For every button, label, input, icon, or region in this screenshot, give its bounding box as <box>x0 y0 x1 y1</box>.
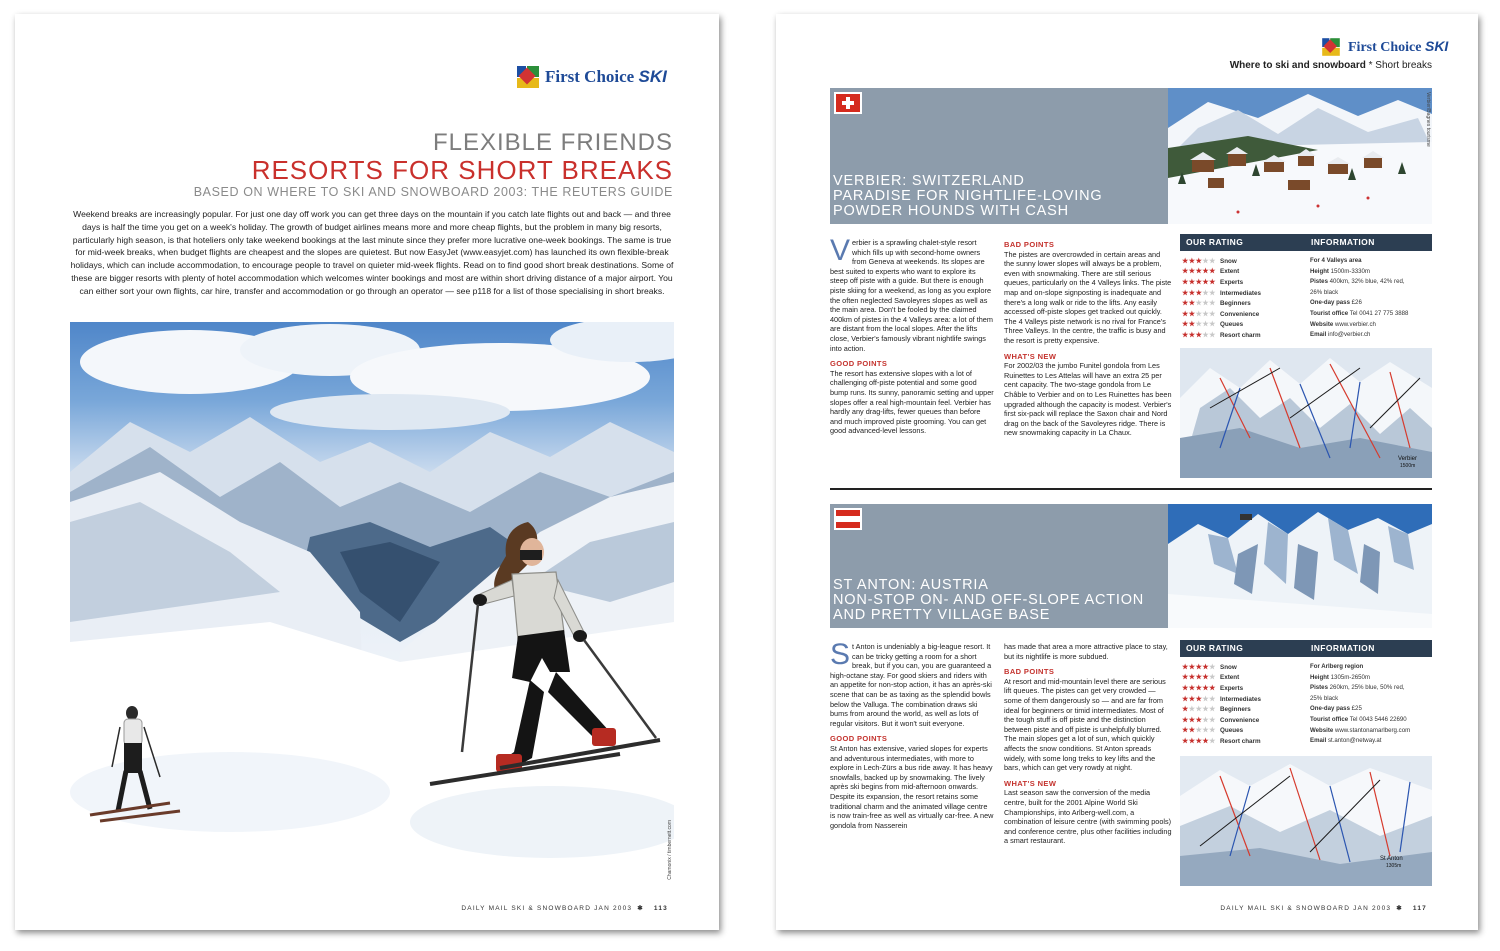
rating-label: Snow <box>1220 257 1237 265</box>
info-row <box>1310 683 1432 694</box>
star-icon: ★ <box>1209 300 1216 308</box>
rating-label: Beginners <box>1220 300 1251 308</box>
star-icon: ★ <box>1202 716 1209 724</box>
first-choice-ski-logo <box>517 66 667 88</box>
section-kicker <box>1230 60 1432 71</box>
info-value: Tel 0041 27 775 3888 <box>1349 309 1409 317</box>
info-row <box>1310 256 1432 267</box>
star-icon: ★ <box>1202 684 1209 692</box>
star-icon: ★ <box>1188 321 1196 329</box>
star-icon: ★ <box>1195 300 1202 308</box>
star-icon: ★ <box>1195 663 1202 671</box>
info-label: Pistes <box>1310 684 1328 692</box>
star-icon: ★ <box>1195 684 1202 692</box>
star-icon: ★ <box>1195 695 1202 703</box>
right-folio <box>1220 904 1432 912</box>
star-icon: ★ <box>1209 268 1216 276</box>
star-icon: ★ <box>1188 300 1196 308</box>
st-anton-ratings <box>1182 662 1306 747</box>
star-icon: ★ <box>1195 716 1202 724</box>
info-row <box>1310 673 1432 684</box>
rating-row <box>1182 726 1306 737</box>
resort-st-anton <box>830 504 1432 904</box>
star-icon: ★ <box>1182 268 1189 276</box>
star-icon: ★ <box>1188 278 1196 286</box>
star-icon: ★ <box>1188 684 1196 692</box>
star-icon: ★ <box>1202 278 1209 286</box>
info-row <box>1310 330 1432 341</box>
star-rating <box>1182 290 1220 297</box>
info-value: £26 <box>1351 299 1362 307</box>
rating-label: Intermediates <box>1220 695 1261 703</box>
rating-row <box>1182 662 1306 673</box>
star-icon: ★ <box>1182 321 1189 329</box>
info-label: Tourist office <box>1310 715 1349 723</box>
rating-label: Queues <box>1220 321 1244 329</box>
rating-label: Extent <box>1220 268 1240 276</box>
st-anton-new-title: WHAT'S NEW <box>1004 778 1057 788</box>
rating-label: Experts <box>1220 684 1244 692</box>
info-row <box>1310 267 1432 278</box>
info-value: www.stantonamarlberg.com <box>1334 726 1411 734</box>
info-label: Website <box>1310 726 1334 734</box>
star-icon: ★ <box>1209 727 1216 735</box>
st-anton-piste-map <box>1180 756 1432 886</box>
kicker-bold: Where to ski and snowboard <box>1229 60 1366 71</box>
star-rating <box>1182 685 1220 692</box>
star-icon: ★ <box>1188 716 1196 724</box>
verbier-sidebar-header <box>1180 234 1432 251</box>
verbier-col-2 <box>1004 238 1172 444</box>
rating-row <box>1182 673 1306 684</box>
info-label: Height <box>1310 673 1329 681</box>
logo-brand: First Choice <box>545 67 635 86</box>
rating-row <box>1182 298 1306 309</box>
verbier-new-title: WHAT'S NEW <box>1004 351 1057 361</box>
verbier-dropcap: V <box>830 234 851 267</box>
info-value: 26% black <box>1310 288 1339 296</box>
info-label: Tourist office <box>1310 309 1349 317</box>
st-anton-bad: At resort and mid-mountain level there are serious lift queues. The pistes can get very crowded — some of them dangerously so — and are far from ideal for beginners or timid intermediates. Most of the tough stuff is off piste and the distinction between piste and off piste is unhelpfully blurred. The main slopes get a lot of sun, which quickly affects the snow conditions. St Anton spreads widely, with some long treks to key lifts and the bars, which can get very rowdy at night. <box>1004 676 1166 773</box>
rating-row <box>1182 267 1306 278</box>
info-value: st.anton@netway.at <box>1327 737 1382 745</box>
star-icon: ★ <box>1182 310 1189 318</box>
logo-mark-icon <box>1322 38 1340 56</box>
star-icon: ★ <box>1209 674 1216 682</box>
star-icon: ★ <box>1202 674 1209 682</box>
rating-row <box>1182 694 1306 705</box>
info-value: 25% black <box>1310 694 1339 702</box>
info-value: 1305m-2650m <box>1330 673 1370 681</box>
info-value: £25 <box>1351 705 1362 713</box>
st-anton-new: Last season saw the conversion of the media centre, built for the 2001 Alpine World Ski Championships, into Arlberg-well.com, a combination of leisure centre (with swimming pools) and conference centre, plus other facilities including a smart restaurant. <box>1004 788 1172 846</box>
st-anton-map-label-town: St Anton <box>1380 856 1403 862</box>
info-label: Height <box>1310 267 1329 275</box>
st-anton-peaks-photo <box>1168 504 1432 628</box>
headline-source: BASED ON WHERE TO SKI AND SNOWBOARD 2003: THE REUTERS GUIDE <box>193 185 673 199</box>
star-icon: ★ <box>1182 663 1189 671</box>
verbier-new: For 2002/03 the jumbo Funitel gondola from Les Ruinettes to Les Attelas will have an extra 25 per cent capacity. The two-stage gondola from Le Châble to Verbier and on to Les Ruinettes has been upgraded although the capacity is modest. Verbier's first six-pack will replace the Saxon chair and Nord drag on the back of the Savoleyres ridge. There is new snowmaking capacity in La Chaux. <box>1004 361 1172 438</box>
info-value: www.verbier.ch <box>1334 320 1376 328</box>
star-icon: ★ <box>1202 310 1209 318</box>
star-icon: ★ <box>1202 695 1209 703</box>
rating-row <box>1182 330 1306 341</box>
rating-row <box>1182 715 1306 726</box>
info-row <box>1310 704 1432 715</box>
star-icon: ★ <box>1182 695 1189 703</box>
first-choice-ski-logo <box>1320 36 1448 58</box>
info-label: Email <box>1310 737 1327 745</box>
rating-label: Extent <box>1220 674 1240 682</box>
rating-row <box>1182 288 1306 299</box>
rating-label: Experts <box>1220 278 1244 286</box>
verbier-ratings <box>1182 256 1306 341</box>
verbier-info <box>1310 256 1432 341</box>
rating-label: Resort charm <box>1220 737 1261 745</box>
st-anton-title-line-2: NON-STOP ON- AND OFF-SLOPE ACTION <box>833 592 1145 608</box>
star-icon: ★ <box>1182 737 1189 745</box>
star-icon: ★ <box>1202 257 1209 265</box>
star-icon: ★ <box>1188 737 1196 745</box>
verbier-title-line-3: POWDER HOUNDS WITH CASH <box>833 203 1069 219</box>
star-icon: ★ <box>1209 310 1216 318</box>
left-page-number: 113 <box>653 905 668 912</box>
headline-block <box>194 130 673 200</box>
info-value: Tel 0043 5446 22690 <box>1349 715 1407 723</box>
verbier-title <box>833 174 1163 219</box>
logo-ski: SKI <box>638 67 667 86</box>
info-label: For 4 Valleys area <box>1310 257 1362 264</box>
rating-label: Intermediates <box>1220 289 1261 297</box>
hero-photo-credit: Chamonix / timbernett.com <box>667 820 673 880</box>
st-anton-good: St Anton has extensive, varied slopes for experts and adventurous intermediates, with more to explore in Lech-Zürs a bus ride away. It has heavy snowfalls, backed up by snowmaking. The lively après ski begins from mid-afternoon onwards. Despite its expansion, the resort retains some traditional charm and the animated village centre is now train-free as well as virtually car-free. A new gondola from Nasserein <box>830 743 994 830</box>
star-icon: ★ <box>1209 278 1216 286</box>
verbier-map-label-town: Verbier <box>1398 456 1418 462</box>
star-rating <box>1182 674 1220 681</box>
rating-row <box>1182 683 1306 694</box>
star-icon: ★ <box>1202 706 1209 714</box>
st-anton-map-label-height: 1305m <box>1386 863 1402 869</box>
star-icon: ★ <box>1209 257 1216 265</box>
info-row <box>1310 736 1432 747</box>
rating-row <box>1182 277 1306 288</box>
star-icon: ★ <box>1188 727 1196 735</box>
star-icon: ★ <box>1182 331 1189 339</box>
verbier-village-photo <box>1168 88 1432 224</box>
st-anton-intro: t Anton is undeniably a big-league resort. It can be tricky getting a room for a short break, but if you can, you are guaranteed a high-octane stay. For good skiers and riders with an appetite for non-stop action, it has an après-ski scene that can be as taxing as the splendid bowls below the Valluga. The combination draws ski bums from around the world, as well as lots of regular visitors. But it won't suit everyone. <box>830 642 992 728</box>
verbier-bad: The pistes are overcrowded in certain areas and the sunny lower slopes will always be a problem, even with snowmaking. There are still serious queues, particularly on the 4 Valleys links. The piste map and on-slope signposting is inadequate and there's a long walk or ride to the lifts. Any easily accessed off-piste slopes get tracked out quickly. The 4 Valleys piste network is no rival for France's Three Valleys. In the centre, the traffic is busy and the resort is pretty expensive. <box>1004 249 1172 345</box>
star-icon: ★ <box>1188 663 1196 671</box>
st-anton-sidebar-header <box>1180 640 1432 657</box>
headline-flexible-friends: FLEXIBLE FRIENDS <box>432 129 673 156</box>
star-icon: ★ <box>1209 684 1216 692</box>
info-label: For Arlberg region <box>1310 663 1364 670</box>
info-row <box>1310 694 1432 705</box>
star-icon: ★ <box>1209 706 1216 714</box>
verbier-photo-credit: Verbier/Bagnes tourisme <box>1425 92 1431 147</box>
star-icon: ★ <box>1202 289 1209 297</box>
star-icon: ★ <box>1209 737 1216 745</box>
star-rating <box>1182 706 1220 713</box>
verbier-col-1 <box>830 234 994 442</box>
headline-resorts: RESORTS FOR SHORT BREAKS <box>251 155 673 185</box>
skiers-hero-photo <box>70 322 674 886</box>
star-icon: ★ <box>1188 695 1196 703</box>
star-icon: ★ <box>1182 300 1189 308</box>
st-anton-bad-title: BAD POINTS <box>1004 667 1055 677</box>
star-icon: ★ <box>1195 706 1202 714</box>
verbier-good: The resort has extensive slopes with a lot of challenging off-piste potential and some good bump runs. Its sunny, panoramic setting and upper slopes offer a real high-mountain feel. Verbier has hardly any drag-lifts, fewer queues than before and much improved piste grooming. You can get good advanced-level lessons. <box>830 368 994 436</box>
star-icon: ★ <box>1202 663 1209 671</box>
star-icon: ★ <box>1188 706 1196 714</box>
st-anton-info <box>1310 662 1432 747</box>
star-rating <box>1182 696 1220 703</box>
st-anton-title <box>833 578 1163 623</box>
star-icon: ★ <box>1209 289 1216 297</box>
star-icon: ★ <box>1195 289 1202 297</box>
st-anton-col-2 <box>1004 642 1172 852</box>
intro-paragraph: Weekend breaks are increasingly popular. For just one day off work you can get three days on the mountain if you catch late flights out and back — and three days is half the time you get on a week's holiday. The growth of budget airlines means more and more cheap flights, but the problem in many big resorts, particularly high season, is that hoteliers only take weekend bookings at the last minute since they prefer more lucrative one-week bookings. The same is true for mid-week breaks, when budget flights are cheapest and the slopes are quietest. But now EasyJet (www.easyjet.com) has launched its own flexible-break holidays, which can include accommodation, to encourage people to travel on quieter mid-week flights. Read on to find good short break destinations. Some of these are bigger resorts with plenty of hotel accommodation which welcomes winter bookings and most are within short driving distance of a major airport. You can either sort your own flights, car hire, transfer and accommodation or go through an operator — see p118 for a list of those specialising in short breaks. <box>70 209 674 296</box>
star-rating <box>1182 332 1220 339</box>
rating-label: Convenience <box>1220 716 1260 724</box>
star-icon: ★ <box>1188 310 1196 318</box>
rating-row <box>1182 320 1306 331</box>
rating-label: Snow <box>1220 663 1237 671</box>
rating-row <box>1182 736 1306 747</box>
rating-label: Resort charm <box>1220 331 1261 339</box>
verbier-good-title: GOOD POINTS <box>830 359 888 369</box>
star-icon: ★ <box>1195 257 1202 265</box>
verbier-sidebar <box>1180 234 1432 484</box>
info-row <box>1310 715 1432 726</box>
star-icon: ★ <box>1202 268 1209 276</box>
logo-ski: SKI <box>1424 38 1449 54</box>
star-rating <box>1182 727 1220 734</box>
swiss-flag-icon <box>834 92 862 114</box>
right-folio-text: DAILY MAIL SKI & SNOWBOARD JAN 2003 <box>1220 905 1392 912</box>
right-page-number: 117 <box>1412 905 1427 912</box>
info-value: info@verbier.ch <box>1327 331 1371 339</box>
star-rating <box>1182 258 1220 265</box>
star-icon: ★ <box>1182 684 1189 692</box>
star-icon: ★ <box>1195 727 1202 735</box>
star-icon: ★ <box>1188 331 1196 339</box>
rating-label: Convenience <box>1220 310 1260 318</box>
info-row <box>1310 309 1432 320</box>
star-rating <box>1182 279 1220 286</box>
star-icon: ★ <box>1202 737 1209 745</box>
rating-label: Queues <box>1220 727 1244 735</box>
star-icon: ★ <box>1195 268 1202 276</box>
kicker-star: * <box>1368 60 1373 71</box>
st-anton-sidebar <box>1180 640 1432 900</box>
info-label: Website <box>1310 320 1334 328</box>
info-row <box>1310 662 1432 673</box>
star-rating <box>1182 300 1220 307</box>
info-row <box>1310 277 1432 288</box>
star-icon: ★ <box>1209 716 1216 724</box>
st-anton-rating-header: OUR RATING <box>1186 643 1244 653</box>
star-icon: ★ <box>1202 321 1209 329</box>
rating-row <box>1182 704 1306 715</box>
rating-row <box>1182 256 1306 267</box>
star-icon: ★ <box>1209 663 1216 671</box>
left-folio-star: ✱ <box>637 905 644 912</box>
st-anton-title-line-1: ST ANTON: AUSTRIA <box>833 577 989 593</box>
info-label: One-day pass <box>1310 299 1350 307</box>
verbier-title-line-1: VERBIER: SWITZERLAND <box>833 173 1025 189</box>
verbier-piste-map <box>1180 348 1432 478</box>
star-rating <box>1182 738 1220 745</box>
info-row <box>1310 298 1432 309</box>
star-icon: ★ <box>1195 674 1202 682</box>
resort-verbier <box>830 88 1432 488</box>
st-anton-info-header: INFORMATION <box>1311 643 1375 653</box>
verbier-bad-title: BAD POINTS <box>1004 240 1055 249</box>
info-label: Pistes <box>1310 278 1328 286</box>
info-row <box>1310 320 1432 331</box>
left-folio <box>461 904 673 912</box>
st-anton-cont: has made that area a more attractive place to stay, but its nightlife is more subdued. <box>1004 642 1168 661</box>
star-icon: ★ <box>1182 289 1189 297</box>
info-label: Email <box>1310 331 1327 339</box>
star-icon: ★ <box>1182 674 1189 682</box>
star-rating <box>1182 717 1220 724</box>
austrian-flag-icon <box>834 508 862 530</box>
resort-divider <box>830 488 1432 490</box>
st-anton-col-1 <box>830 638 994 836</box>
star-icon: ★ <box>1188 257 1196 265</box>
info-label: One-day pass <box>1310 705 1350 713</box>
star-icon: ★ <box>1202 727 1209 735</box>
logo-mark-icon <box>517 66 539 88</box>
star-icon: ★ <box>1209 695 1216 703</box>
verbier-info-header: INFORMATION <box>1311 237 1375 247</box>
star-icon: ★ <box>1188 268 1196 276</box>
st-anton-good-title: GOOD POINTS <box>830 734 888 744</box>
star-rating <box>1182 321 1220 328</box>
verbier-rating-header: OUR RATING <box>1186 237 1244 247</box>
st-anton-banner <box>830 504 1168 628</box>
st-anton-dropcap: S <box>830 638 851 671</box>
verbier-title-line-2: PARADISE FOR NIGHTLIFE-LOVING <box>833 188 1103 204</box>
right-folio-star: ✱ <box>1396 905 1403 912</box>
verbier-map-label-height: 1500m <box>1400 463 1416 469</box>
star-rating <box>1182 268 1220 275</box>
star-icon: ★ <box>1209 321 1216 329</box>
star-icon: ★ <box>1202 300 1209 308</box>
star-icon: ★ <box>1195 278 1202 286</box>
info-row <box>1310 288 1432 299</box>
left-page <box>15 14 719 930</box>
star-icon: ★ <box>1195 737 1202 745</box>
logo-brand: First Choice <box>1348 40 1422 55</box>
star-icon: ★ <box>1182 727 1189 735</box>
star-icon: ★ <box>1202 331 1209 339</box>
rating-label: Beginners <box>1220 706 1251 714</box>
rating-row <box>1182 309 1306 320</box>
star-icon: ★ <box>1195 310 1202 318</box>
star-icon: ★ <box>1209 331 1216 339</box>
kicker-rest: Short breaks <box>1375 60 1432 71</box>
st-anton-title-line-3: AND PRETTY VILLAGE BASE <box>833 607 1051 623</box>
star-rating <box>1182 664 1220 671</box>
verbier-banner <box>830 88 1168 224</box>
star-icon: ★ <box>1182 257 1189 265</box>
star-icon: ★ <box>1195 321 1202 329</box>
info-value: 1500m-3330m <box>1330 267 1370 275</box>
star-icon: ★ <box>1182 278 1189 286</box>
star-icon: ★ <box>1182 706 1189 714</box>
verbier-intro: erbier is a sprawling chalet-style resort which fills up with second-home owners from Geneva at weekends. Its slopes are best suited to experts who want to explore its steep off piste with a guide. But there is enough piste skiing for a weekend, as long as you explore the often neglected Savoleyres slopes as well as the main area. Don't be fooled by the claimed 400km of pistes in the 4 Valleys area: a lot of them are distant from the local slopes. After the lifts close, Verbier's famously vibrant nightlife swings into action. <box>830 238 993 353</box>
star-icon: ★ <box>1195 331 1202 339</box>
info-row <box>1310 726 1432 737</box>
star-icon: ★ <box>1182 716 1189 724</box>
star-icon: ★ <box>1188 674 1196 682</box>
star-rating <box>1182 311 1220 318</box>
info-value: 260km, 25% blue, 50% red, <box>1329 684 1405 692</box>
right-page <box>776 14 1478 930</box>
left-folio-text: DAILY MAIL SKI & SNOWBOARD JAN 2003 <box>461 905 633 912</box>
star-icon: ★ <box>1188 289 1196 297</box>
info-value: 400km, 32% blue, 42% red, <box>1329 278 1405 286</box>
